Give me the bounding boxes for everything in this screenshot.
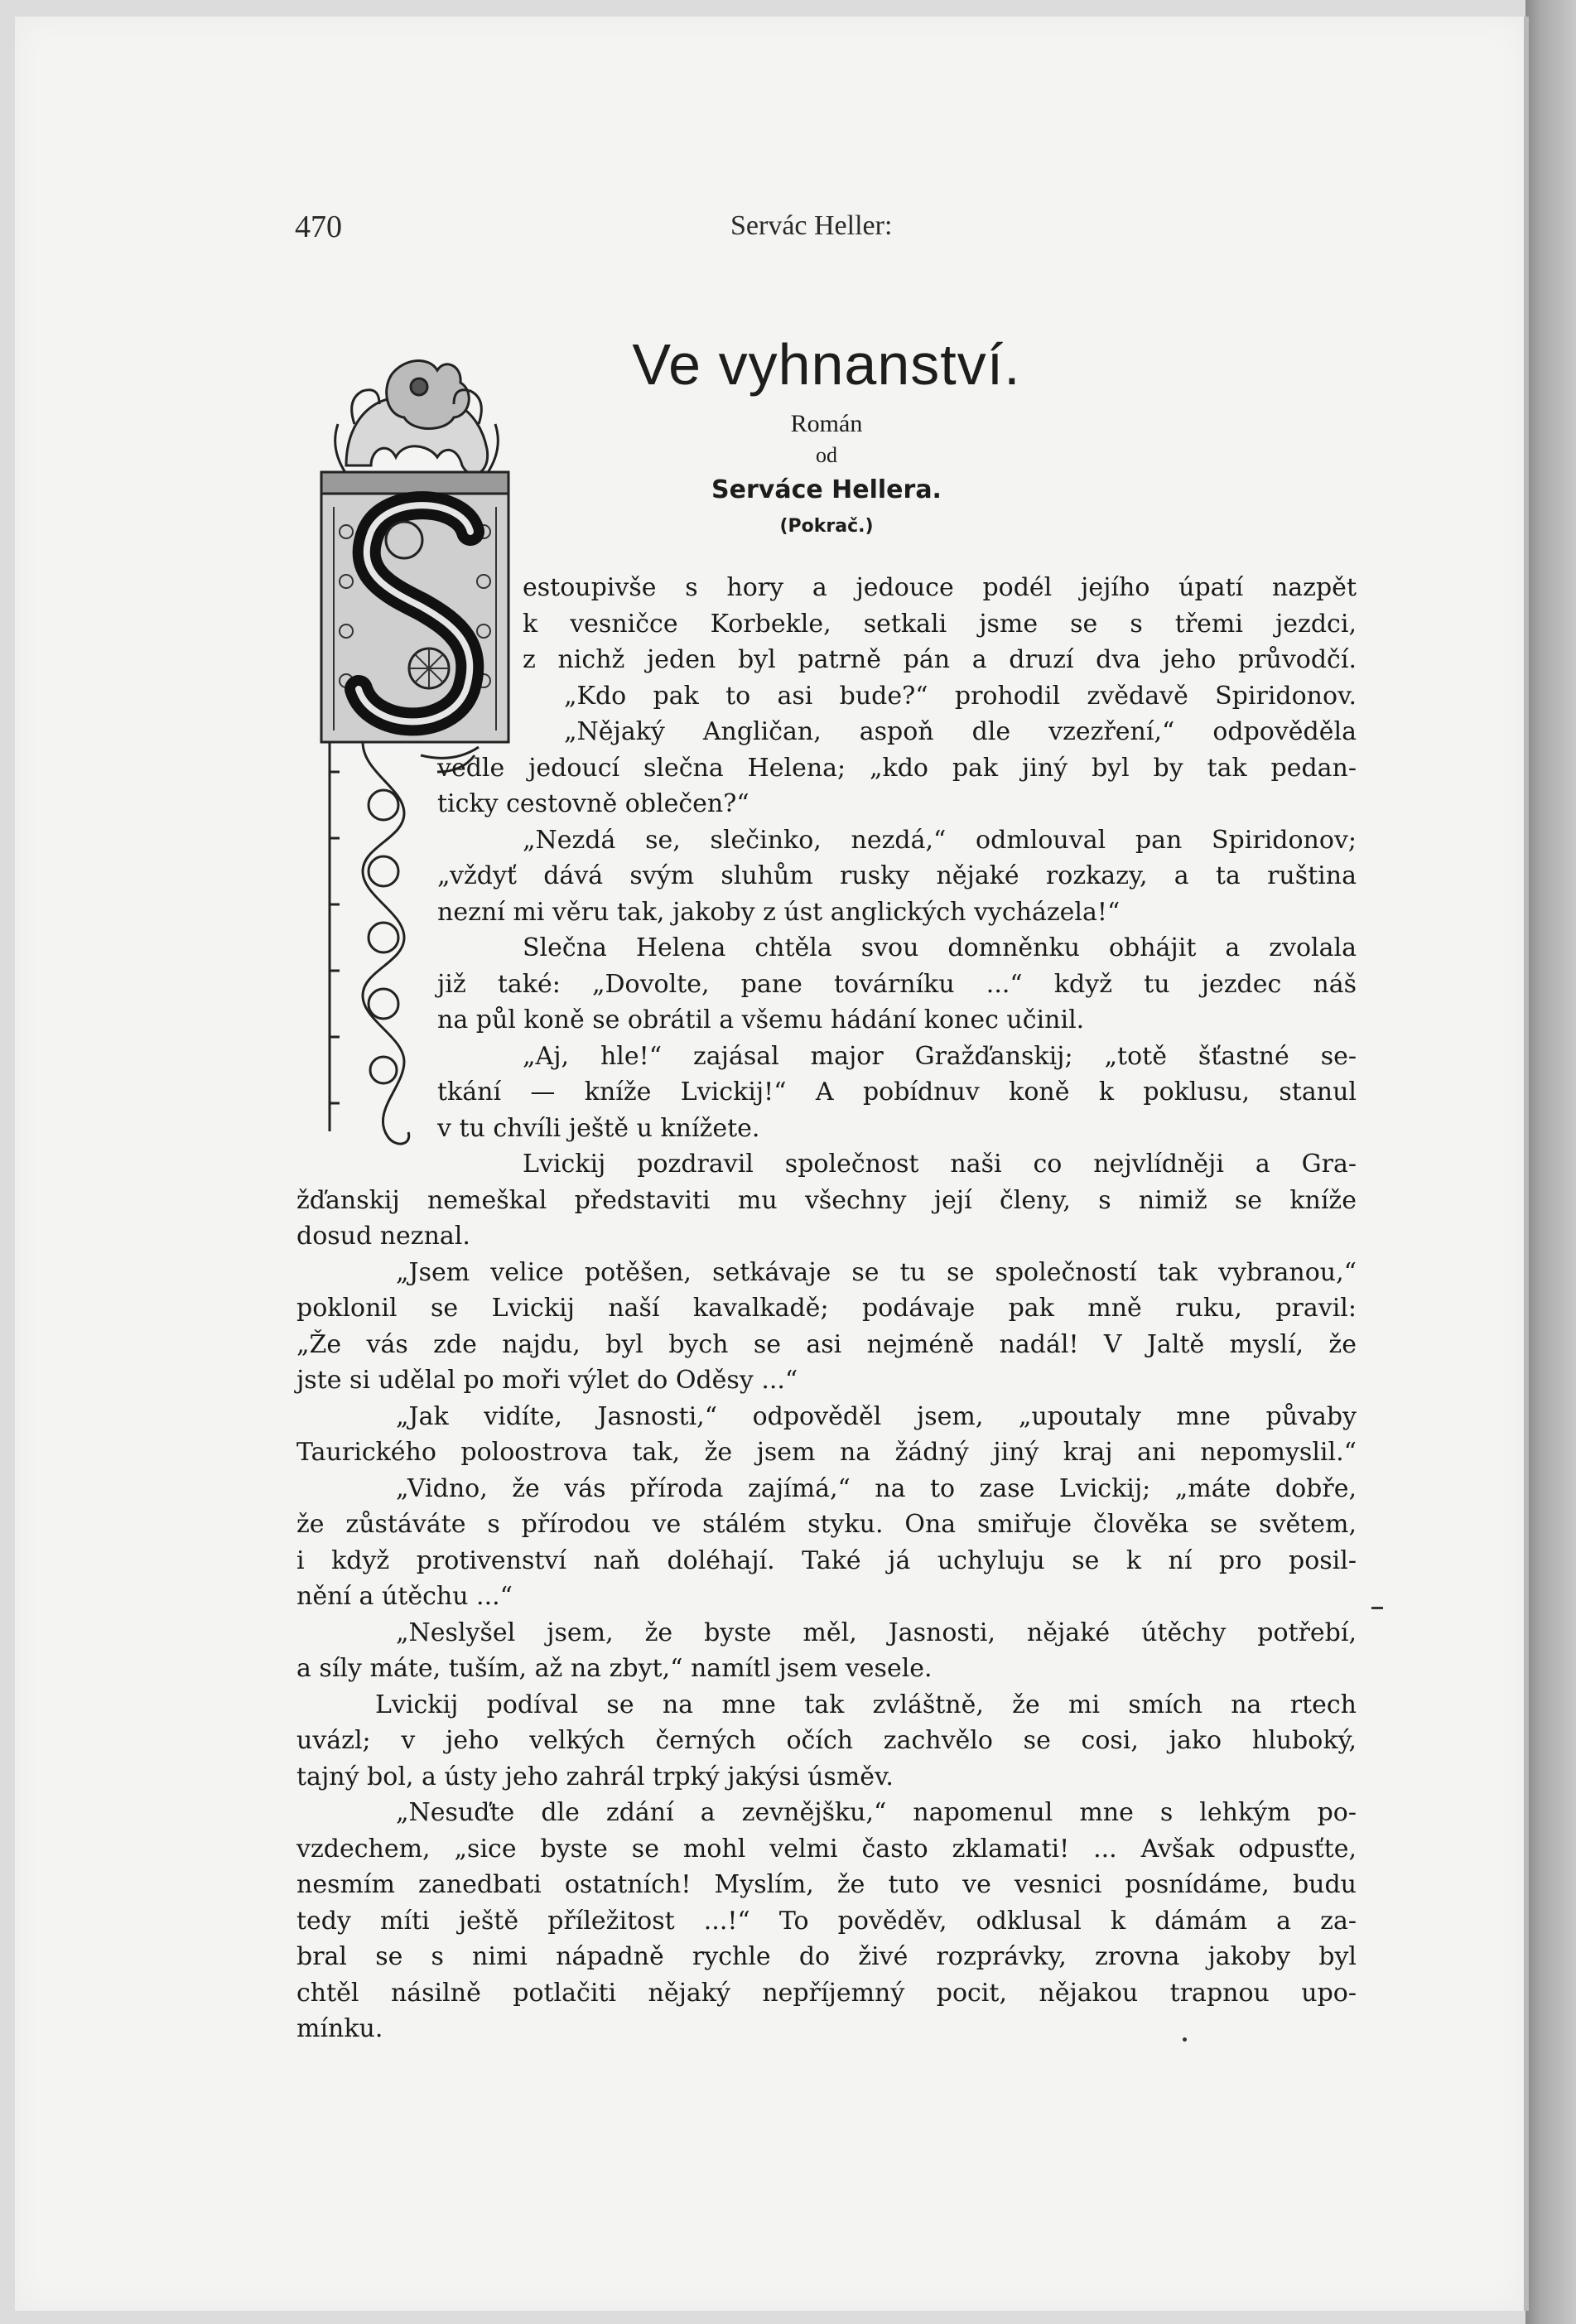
lion-crest-icon: [335, 361, 499, 475]
text-line: „Jak vidíte, Jasnosti,“ odpověděl jsem, „upoutaly mne půvaby: [396, 1401, 1357, 1431]
text-line: mínku.: [296, 2014, 383, 2043]
text-line: že zůstáváte s přírodou ve stálém styku. Ona smiřuje člověka se světem,: [296, 1510, 1357, 1539]
running-title: Servác Heller:: [730, 210, 893, 241]
text-line: Taurického poloostrova tak, že jsem na žádný jiný kraj ani nepomyslil.“: [296, 1438, 1357, 1467]
text-line: „Že vás zde najdu, byl bych se asi nejméně nadál! V Jaltě myslí, že: [296, 1329, 1357, 1359]
book-page: [15, 17, 1529, 2311]
genre-label: Román: [790, 410, 863, 437]
text-line: jste si udělal po moři výlet do Oděsy ...“: [296, 1366, 798, 1395]
text-line: v tu chvíli ještě u knížete.: [437, 1113, 760, 1143]
body-text: [296, 570, 1357, 2047]
continuation-label: (Pokrač.): [779, 516, 874, 537]
text-line: poklonil se Lvickij naší kavalkadě; podávaje pak mně ruku, pravil:: [296, 1294, 1357, 1323]
text-line: „Vidno, že vás příroda zajímá,“ na to zase Lvickij; „máte dobře,: [396, 1473, 1357, 1503]
text-line: „Nesuďte dle zdání a zevnějšku,“ napomenul mne s lehkým po-: [396, 1798, 1357, 1827]
chapter-title-block: [578, 331, 1075, 538]
author-name: Serváce Hellera.: [711, 475, 942, 504]
text-line: Slečna Helena chtěla svou domněnku obhájit a zvolala: [523, 933, 1357, 962]
text-line: i když protivenství naň doléhají. Také já uchyluju se k ní pro posil-: [296, 1545, 1357, 1575]
page-number: 470: [295, 210, 342, 244]
text-line: Lvickij podíval se na mne tak zvláštně, že mi smích na rtech: [375, 1690, 1357, 1719]
text-line: bral se s nimi nápadně rychle do živé rozprávky, zrovna jakoby byl: [296, 1942, 1357, 1971]
text-line: „Jsem velice potěšen, setkávaje se tu se společností tak vybranou,“: [396, 1257, 1357, 1287]
page-header: [15, 209, 1524, 245]
text-line: dosud neznal.: [296, 1222, 470, 1251]
text-line: vzdechem, „sice byste se mohl velmi často zklamati! ... Avšak odpusťte,: [296, 1834, 1357, 1864]
text-line: tkání — kníže Lvickij!“ A pobídnuv koně k poklusu, stanul: [437, 1078, 1357, 1107]
text-line: k vesničce Korbekle, setkali jsme se s třemi jezdci,: [523, 609, 1357, 639]
text-line: uvázl; v jeho velkých černých očích zachvělo se cosi, jako hluboký,: [296, 1726, 1357, 1755]
by-label: od: [816, 443, 837, 467]
text-line: na půl koně se obrátil a všemu hádání konec učinil.: [437, 1005, 1085, 1034]
text-line: „Neslyšel jsem, že byste měl, Jasnosti, nějaké útěchy potřebí,: [396, 1618, 1357, 1647]
text-line: a síly máte, tuším, až na zbyt,“ namítl jsem vesele.: [296, 1654, 933, 1683]
text-line: tedy míti ještě příležitost ...!“ To pověděv, odklusal k dámám a za-: [296, 1906, 1357, 1936]
text-line: nění a útěchu ...“: [296, 1582, 513, 1611]
text-line: Lvickij pozdravil společnost naši co nejvlídněji a Gra-: [523, 1150, 1357, 1179]
text-line: vedle jedoucí slečna Helena; „kdo pak jiný byl by tak pedan-: [437, 753, 1357, 783]
chapter-title: Ve vyhnanství.: [632, 332, 1021, 397]
margin-mark: [1371, 1607, 1383, 1609]
text-line: „Nějaký Angličan, aspoň dle vzezření,“ odpověděla: [564, 717, 1357, 746]
text-line: „Nezdá se, slečinko, nezdá,“ odmlouval pan Spiridonov;: [523, 825, 1357, 855]
text-line: chtěl násilně potlačiti nějaký nepříjemný pocit, nějakou trapnou upo-: [296, 1978, 1357, 2008]
book-spine: [1525, 0, 1576, 2324]
text-line: žďanskij nemeškal představiti mu všechny její členy, s nimiž se kníže: [296, 1185, 1357, 1215]
text-line: „vždyť dává svým sluhům rusky nějaké rozkazy, a ta ruština: [437, 861, 1357, 890]
text-line: tajný bol, a ústy jeho zahrál trpký jakýsi úsměv.: [296, 1762, 894, 1791]
text-line: „Aj, hle!“ zajásal major Gražďanskij; „totě šťastné se-: [523, 1041, 1357, 1071]
text-line: „Kdo pak to asi bude?“ prohodil zvědavě Spiridonov.: [564, 681, 1357, 711]
text-line: ticky cestovně oblečen?“: [437, 789, 749, 818]
ink-speck: [1183, 2037, 1187, 2042]
text-line: nezní mi věru tak, jakoby z úst anglických vycházela!“: [437, 897, 1121, 927]
text-line: již také: „Dovolte, pane továrníku ...“ když tu jezdec náš: [437, 969, 1357, 999]
text-line: estoupivše s hory a jedouce podél jejího úpatí nazpět: [523, 573, 1357, 602]
text-line: nesmím zanedbati ostatních! Myslím, že tuto ve vesnici posnídáme, budu: [296, 1870, 1357, 1899]
text-line: z nichž jeden byl patrně pán a druzí dva jeho průvodčí.: [523, 645, 1357, 674]
